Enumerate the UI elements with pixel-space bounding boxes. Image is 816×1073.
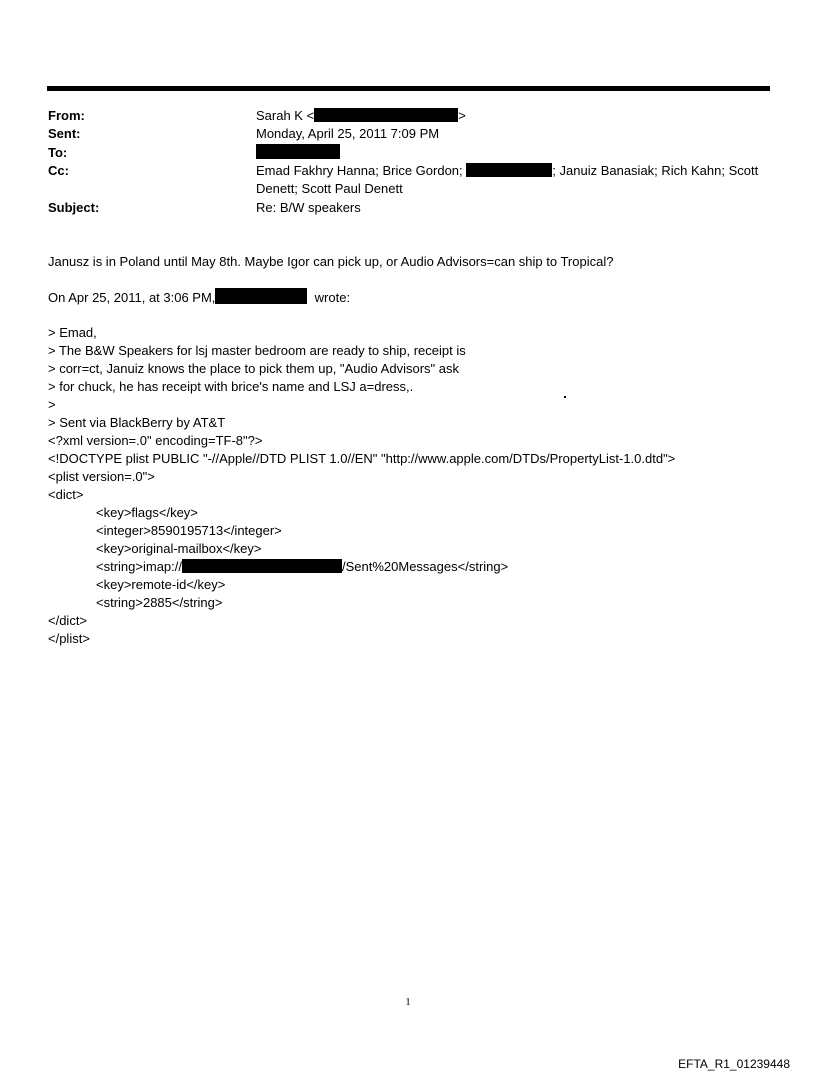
cc-label: Cc:: [48, 163, 69, 178]
dict-line: <string>2885</string>: [96, 595, 223, 610]
quote-intro-a: On Apr 25, 2011, at 3:06 PM,: [48, 290, 216, 305]
quoted-line: >: [48, 397, 56, 412]
quoted-line: > Sent via BlackBerry by AT&T: [48, 415, 226, 430]
xml-line: <dict>: [48, 487, 84, 502]
xml-line: <?xml version=.0" encoding=TF-8"?>: [48, 433, 263, 448]
dict-line: <key>flags</key>: [96, 505, 198, 520]
xml-line: <plist version=.0">: [48, 469, 155, 484]
bates-number: EFTA_R1_01239448: [678, 1057, 790, 1071]
cc-value-line2: Denett; Scott Paul Denett: [256, 181, 403, 196]
to-label: To:: [48, 145, 68, 160]
sent-label: Sent:: [48, 126, 81, 141]
quote-intro-b: wrote:: [314, 290, 351, 305]
page-number: 1: [405, 996, 411, 1008]
to-value: [256, 144, 340, 162]
cc-value: [256, 162, 758, 180]
dict-line: <key>remote-id</key>: [96, 577, 226, 592]
imap-a: <string>imap://: [96, 559, 182, 574]
from-name: Sarah K <: [256, 108, 315, 123]
redaction-block: [256, 144, 340, 159]
from-close: >: [458, 108, 466, 123]
imap-b: /Sent%20Messages</string>: [342, 559, 509, 574]
xml-line: </plist>: [48, 631, 90, 646]
quote-intro: [48, 288, 350, 307]
redaction-block: [182, 559, 342, 573]
xml-line: <!DOCTYPE plist PUBLIC "-//Apple//DTD PLIST 1.0//EN" "http://www.apple.com/DTDs/PropertyList-1.0.dtd">: [48, 451, 676, 466]
sent-value: Monday, April 25, 2011 7:09 PM: [256, 126, 440, 141]
xml-line: </dict>: [48, 613, 88, 628]
stray-mark: [564, 396, 566, 398]
from-value: [256, 107, 466, 125]
reply-text: Janusz is in Poland until May 8th. Maybe Igor can pick up, or Audio Advisors=can ship to Tropical?: [48, 254, 614, 269]
from-label: From:: [48, 108, 85, 123]
quoted-line: > for chuck, he has receipt with brice's name and LSJ a=dress,.: [48, 379, 414, 394]
quoted-line: > The B&W Speakers for lsj master bedroom are ready to ship, receipt is: [48, 343, 466, 358]
dict-line: <key>original-mailbox</key>: [96, 541, 262, 556]
subject-value: Re: B/W speakers: [256, 200, 361, 215]
imap-line: [96, 558, 508, 576]
cc-part1: Emad Fakhry Hanna; Brice Gordon;: [256, 163, 463, 178]
redaction-block: [215, 288, 307, 304]
dict-line: <integer>8590195713</integer>: [96, 523, 282, 538]
quoted-line: > Emad,: [48, 325, 97, 340]
redaction-block: [314, 108, 458, 122]
redaction-block: [466, 163, 552, 177]
quoted-line: > corr=ct, Januiz knows the place to pick them up, "Audio Advisors" ask: [48, 361, 459, 376]
header-rule: [47, 86, 770, 91]
cc-part2: ; Januiz Banasiak; Rich Kahn; Scott: [552, 163, 759, 178]
subject-label: Subject:: [48, 200, 100, 215]
